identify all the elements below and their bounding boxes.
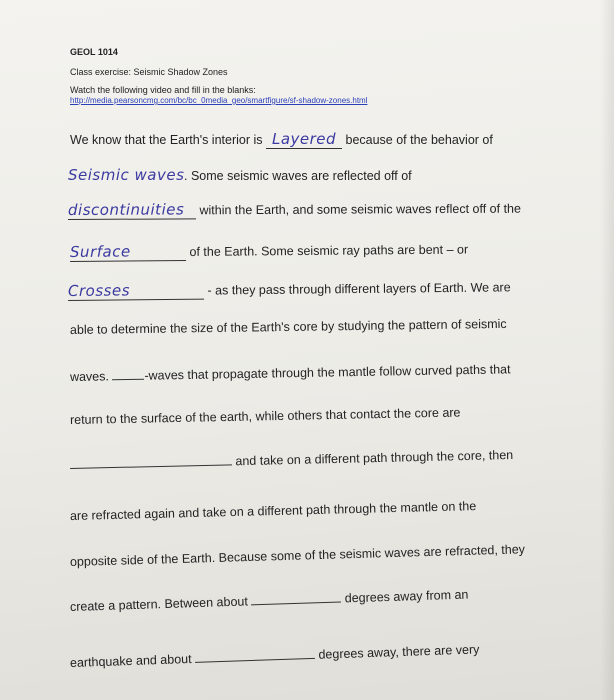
- sentence-text: create a pattern. Between about: [69, 594, 249, 614]
- sentence-text: - as they pass through different layers of Earth. We are: [207, 280, 511, 298]
- sentence-text: . Some seismic waves are reflected off of: [184, 169, 412, 183]
- sentence-text: within the Earth, and some seismic waves reflect off of the: [199, 201, 521, 218]
- video-link[interactable]: http://media.pearsoncmg.com/bc/bc_0media_geo/smartfigure/sf-shadow-zones.html: [70, 96, 368, 105]
- answer-blank-8[interactable]: [251, 601, 341, 605]
- answer-3: discontinuities: [67, 200, 185, 219]
- sentence-line-2: [68, 166, 412, 184]
- sentence-line-3: [68, 199, 521, 220]
- sentence-text: waves.: [69, 369, 110, 384]
- sentence-text: -waves that propagate through the mantle follow curved paths that: [144, 362, 511, 383]
- exercise-title: Class exercise: Seismic Shadow Zones: [70, 67, 228, 77]
- answer-2: Seismic waves: [68, 166, 185, 184]
- sentence-line-6: able to determine the size of the Earth's core by studying the pattern of seismic: [69, 316, 507, 337]
- answer-blank-4[interactable]: [70, 242, 186, 262]
- sentence-line-8: return to the surface of the earth, while others that contact the core are: [69, 405, 461, 427]
- instructions-text: Watch the following video and fill in the blanks:: [70, 85, 256, 95]
- sentence-text: degrees away, there are very: [318, 642, 480, 662]
- answer-blank-1[interactable]: [266, 130, 342, 149]
- answer-blank-6[interactable]: [112, 379, 144, 381]
- sentence-text: of the Earth. Some seismic ray paths are bent – or: [189, 242, 469, 259]
- answer-blank-9[interactable]: [195, 658, 315, 663]
- answer-blank-3[interactable]: [68, 200, 196, 220]
- answer-5: Crosses: [67, 281, 131, 300]
- sentence-text: earthquake and about: [69, 651, 192, 670]
- sentence-line-4: [70, 240, 468, 262]
- answer-blank-7[interactable]: [70, 464, 232, 469]
- course-title: GEOL 1014: [70, 47, 118, 57]
- answer-blank-5[interactable]: [68, 281, 204, 301]
- sentence-line-11: opposite side of the Earth. Because some of the seismic waves are refracted, they: [69, 542, 526, 569]
- sentence-line-10: are refracted again and take on a different path through the mantle on the: [69, 499, 477, 523]
- answer-blank-2[interactable]: [68, 166, 184, 184]
- page-shadow: [600, 0, 614, 700]
- sentence-text: because of the behavior of: [345, 133, 493, 147]
- answer-1: Layered: [271, 130, 337, 148]
- sentence-text: degrees away from an: [344, 587, 469, 606]
- answer-4: Surface: [69, 242, 131, 261]
- sentence-text: We know that the Earth's interior is: [70, 133, 263, 147]
- sentence-line-1: [70, 130, 493, 149]
- sentence-text: and take on a different path through the core, then: [235, 447, 514, 469]
